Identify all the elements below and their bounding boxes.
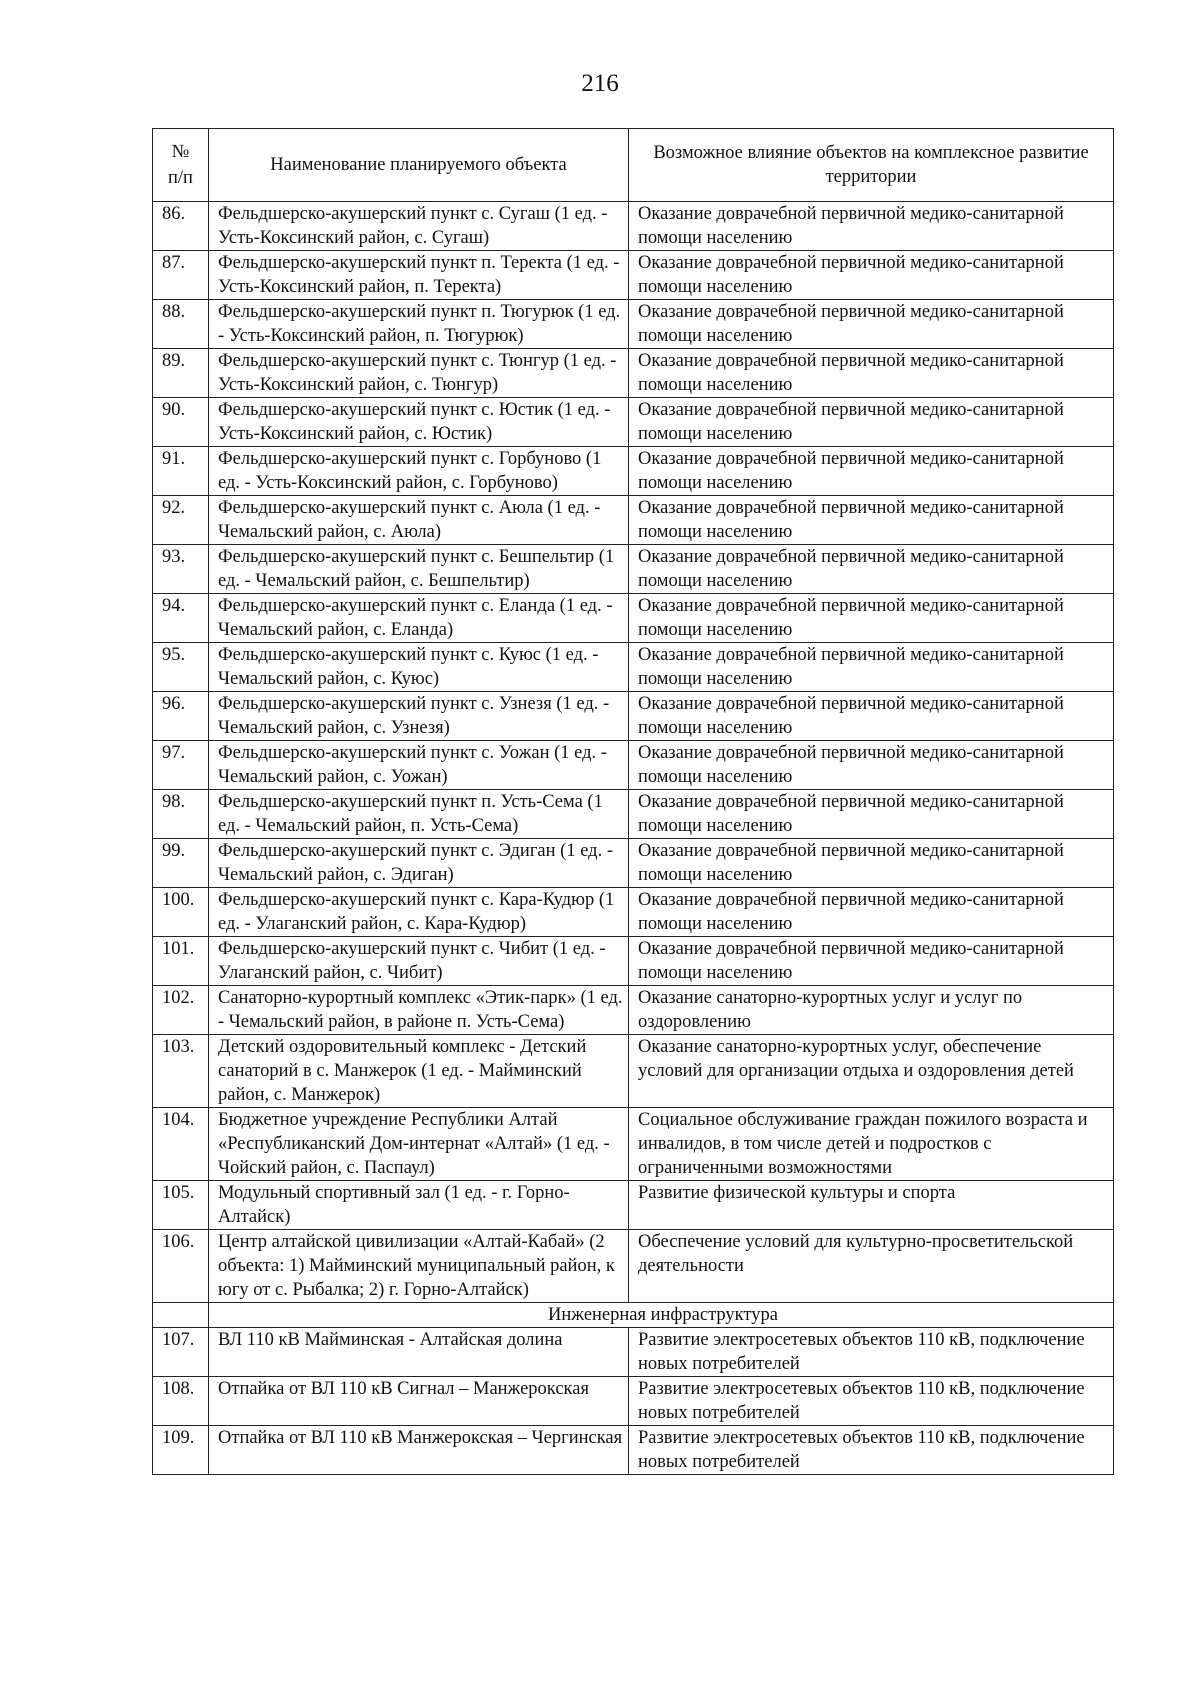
table-row xyxy=(153,741,1114,790)
row-num: 92. xyxy=(153,496,209,545)
row-name: Отпайка от ВЛ 110 кВ Сигнал – Манжерокская xyxy=(209,1377,629,1426)
table-row xyxy=(153,1426,1114,1475)
row-impact: Оказание доврачебной первичной медико-санитарной помощи населению xyxy=(629,349,1114,398)
row-num: 107. xyxy=(153,1328,209,1377)
table-row xyxy=(153,986,1114,1035)
row-num: 100. xyxy=(153,888,209,937)
row-num: 89. xyxy=(153,349,209,398)
row-num: 96. xyxy=(153,692,209,741)
row-name: Фельдшерско-акушерский пункт с. Уожан (1 ед. - Чемальский район, с. Уожан) xyxy=(209,741,629,790)
table-row xyxy=(153,839,1114,888)
row-name: Отпайка от ВЛ 110 кВ Манжерокская – Чергинская xyxy=(209,1426,629,1475)
table-row xyxy=(153,496,1114,545)
row-num: 86. xyxy=(153,202,209,251)
table-row xyxy=(153,643,1114,692)
section-row xyxy=(153,1303,1114,1328)
row-impact: Оказание доврачебной первичной медико-санитарной помощи населению xyxy=(629,300,1114,349)
row-impact: Оказание доврачебной первичной медико-санитарной помощи населению xyxy=(629,937,1114,986)
table-body-engineering xyxy=(153,1328,1114,1475)
row-num: 95. xyxy=(153,643,209,692)
table-row xyxy=(153,545,1114,594)
row-impact: Оказание доврачебной первичной медико-санитарной помощи населению xyxy=(629,545,1114,594)
row-num: 105. xyxy=(153,1181,209,1230)
row-name: Фельдшерско-акушерский пункт п. Тюгурюк (1 ед. - Усть-Коксинский район, п. Тюгурюк) xyxy=(209,300,629,349)
table-row xyxy=(153,300,1114,349)
objects-table xyxy=(152,128,1114,1475)
row-name: Фельдшерско-акушерский пункт с. Чибит (1 ед. - Улаганский район, с. Чибит) xyxy=(209,937,629,986)
row-name: Фельдшерско-акушерский пункт с. Еланда (1 ед. - Чемальский район, с. Еланда) xyxy=(209,594,629,643)
page-number: 216 xyxy=(581,70,619,97)
section-title: Инженерная инфраструктура xyxy=(209,1303,1114,1328)
row-impact: Оказание доврачебной первичной медико-санитарной помощи населению xyxy=(629,741,1114,790)
row-num: 91. xyxy=(153,447,209,496)
row-num: 108. xyxy=(153,1377,209,1426)
row-num: 104. xyxy=(153,1108,209,1181)
table-row xyxy=(153,202,1114,251)
row-impact: Оказание санаторно-курортных услуг и услуг по оздоровлению xyxy=(629,986,1114,1035)
row-name: Модульный спортивный зал (1 ед. - г. Горно-Алтайск) xyxy=(209,1181,629,1230)
table-row xyxy=(153,1377,1114,1426)
row-impact: Развитие электросетевых объектов 110 кВ, подключение новых потребителей xyxy=(629,1426,1114,1475)
row-num: 103. xyxy=(153,1035,209,1108)
row-impact: Оказание доврачебной первичной медико-санитарной помощи населению xyxy=(629,398,1114,447)
row-impact: Оказание доврачебной первичной медико-санитарной помощи населению xyxy=(629,496,1114,545)
row-num: 109. xyxy=(153,1426,209,1475)
row-num: 106. xyxy=(153,1230,209,1303)
row-name: Фельдшерско-акушерский пункт с. Узнезя (1 ед. - Чемальский район, с. Узнезя) xyxy=(209,692,629,741)
row-num: 102. xyxy=(153,986,209,1035)
row-name: Бюджетное учреждение Республики Алтай «Республиканский Дом-интернат «Алтай» (1 ед. - Чойский район, с. Паспаул) xyxy=(209,1108,629,1181)
table-row xyxy=(153,398,1114,447)
row-impact: Оказание санаторно-курортных услуг, обеспечение условий для организации отдыха и оздоровления детей xyxy=(629,1035,1114,1108)
row-name: Фельдшерско-акушерский пункт п. Теректа (1 ед. - Усть-Коксинский район, п. Теректа) xyxy=(209,251,629,300)
table-row xyxy=(153,692,1114,741)
table-row xyxy=(153,937,1114,986)
row-name: Фельдшерско-акушерский пункт с. Горбуново (1 ед. - Усть-Коксинский район, с. Горбуново) xyxy=(209,447,629,496)
row-name: Фельдшерско-акушерский пункт с. Бешпельтир (1 ед. - Чемальский район, с. Бешпельтир) xyxy=(209,545,629,594)
row-name: Фельдшерско-акушерский пункт с. Кара-Кудюр (1 ед. - Улаганский район, с. Кара-Кудюр) xyxy=(209,888,629,937)
table-row xyxy=(153,888,1114,937)
table-row xyxy=(153,1328,1114,1377)
row-impact: Оказание доврачебной первичной медико-санитарной помощи населению xyxy=(629,790,1114,839)
row-name: Детский оздоровительный комплекс - Детский санаторий в с. Манжерок (1 ед. - Майминский район, с. Манжерок) xyxy=(209,1035,629,1108)
row-num: 99. xyxy=(153,839,209,888)
row-impact: Оказание доврачебной первичной медико-санитарной помощи населению xyxy=(629,202,1114,251)
row-impact: Оказание доврачебной первичной медико-санитарной помощи населению xyxy=(629,594,1114,643)
row-num: 97. xyxy=(153,741,209,790)
row-name: Фельдшерско-акушерский пункт с. Эдиган (1 ед. - Чемальский район, с. Эдиган) xyxy=(209,839,629,888)
row-impact: Оказание доврачебной первичной медико-санитарной помощи населению xyxy=(629,447,1114,496)
table-header xyxy=(153,129,1114,202)
row-impact: Развитие физической культуры и спорта xyxy=(629,1181,1114,1230)
row-num: 94. xyxy=(153,594,209,643)
row-num: 93. xyxy=(153,545,209,594)
header-impact: Возможное влияние объектов на комплексное развитие территории xyxy=(629,129,1114,202)
table-row xyxy=(153,251,1114,300)
row-num: 101. xyxy=(153,937,209,986)
row-impact: Социальное обслуживание граждан пожилого возраста и инвалидов, в том числе детей и подростков с ограниченными возможностями xyxy=(629,1108,1114,1181)
row-name: Фельдшерско-акушерский пункт с. Аюла (1 ед. - Чемальский район, с. Аюла) xyxy=(209,496,629,545)
header-name: Наименование планируемого объекта xyxy=(209,129,629,202)
table-body xyxy=(153,202,1114,1303)
row-impact: Развитие электросетевых объектов 110 кВ, подключение новых потребителей xyxy=(629,1328,1114,1377)
table-row xyxy=(153,790,1114,839)
row-name: Санаторно-курортный комплекс «Этик-парк» (1 ед. - Чемальский район, в районе п. Усть-Сема) xyxy=(209,986,629,1035)
row-impact: Обеспечение условий для культурно-просветительской деятельности xyxy=(629,1230,1114,1303)
section-num-cell xyxy=(153,1303,209,1328)
table-row xyxy=(153,594,1114,643)
row-num: 98. xyxy=(153,790,209,839)
row-name: Фельдшерско-акушерский пункт п. Усть-Сема (1 ед. - Чемальский район, п. Усть-Сема) xyxy=(209,790,629,839)
table-row xyxy=(153,447,1114,496)
row-name: Фельдшерско-акушерский пункт с. Куюс (1 ед. - Чемальский район, с. Куюс) xyxy=(209,643,629,692)
row-name: Фельдшерско-акушерский пункт с. Тюнгур (1 ед. - Усть-Коксинский район, с. Тюнгур) xyxy=(209,349,629,398)
row-num: 88. xyxy=(153,300,209,349)
table-section xyxy=(153,1303,1114,1328)
row-impact: Оказание доврачебной первичной медико-санитарной помощи населению xyxy=(629,839,1114,888)
row-impact: Развитие электросетевых объектов 110 кВ, подключение новых потребителей xyxy=(629,1377,1114,1426)
table-row xyxy=(153,1181,1114,1230)
row-impact: Оказание доврачебной первичной медико-санитарной помощи населению xyxy=(629,643,1114,692)
table-row xyxy=(153,1230,1114,1303)
row-impact: Оказание доврачебной первичной медико-санитарной помощи населению xyxy=(629,888,1114,937)
row-num: 87. xyxy=(153,251,209,300)
row-name: Центр алтайской цивилизации «Алтай-Кабай» (2 объекта: 1) Майминский муниципальный район, к югу от с. Рыбалка; 2) г. Горно-Алтайск) xyxy=(209,1230,629,1303)
table-header-row xyxy=(153,129,1114,202)
table-row xyxy=(153,1035,1114,1108)
row-impact: Оказание доврачебной первичной медико-санитарной помощи населению xyxy=(629,251,1114,300)
row-impact: Оказание доврачебной первичной медико-санитарной помощи населению xyxy=(629,692,1114,741)
header-num: № п/п xyxy=(153,129,209,202)
table-row xyxy=(153,1108,1114,1181)
row-num: 90. xyxy=(153,398,209,447)
row-name: Фельдшерско-акушерский пункт с. Юстик (1 ед. - Усть-Коксинский район, с. Юстик) xyxy=(209,398,629,447)
row-name: ВЛ 110 кВ Майминская - Алтайская долина xyxy=(209,1328,629,1377)
row-name: Фельдшерско-акушерский пункт с. Сугаш (1 ед. - Усть-Коксинский район, с. Сугаш) xyxy=(209,202,629,251)
table-row xyxy=(153,349,1114,398)
